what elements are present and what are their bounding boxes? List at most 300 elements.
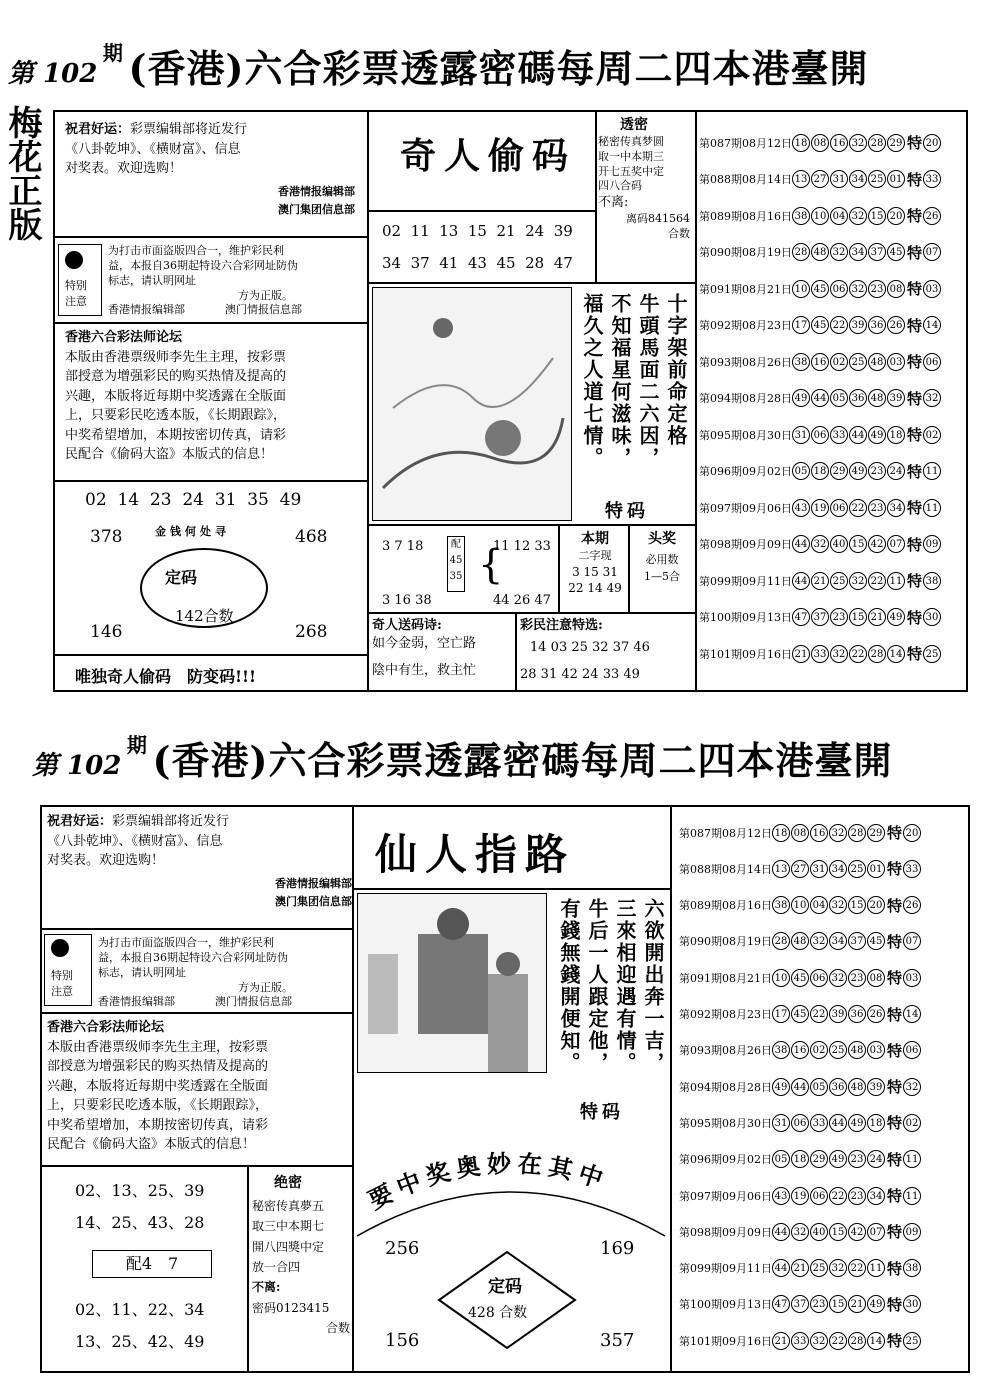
history-label: 第094期08月28日: [679, 1080, 772, 1094]
number-ball: 32: [829, 1259, 847, 1277]
number-ball: 45: [791, 969, 809, 987]
number-ball: 33: [810, 1114, 828, 1132]
number-ball: 32: [810, 932, 828, 950]
notice-line: 《八卦乾坤》、《横财富》、信息: [65, 141, 241, 157]
number-ball: 39: [867, 1078, 885, 1096]
number-ball: 33: [830, 426, 848, 444]
number-ball: 26: [867, 1005, 885, 1023]
number-ball: 02: [830, 353, 848, 371]
number-ball: 16: [811, 353, 829, 371]
history-label: 第091期08月21日: [699, 282, 792, 296]
history-row: [676, 1256, 966, 1281]
special-label: 注意: [65, 295, 87, 308]
side-label: 梅花正版: [2, 105, 42, 241]
forum-line: 本版由香港票级师李先生主理，按彩票: [47, 1039, 269, 1055]
special-ball: 38: [903, 1259, 921, 1277]
benqi-block: [562, 530, 628, 596]
number-ball: 23: [810, 1295, 828, 1313]
toujiang-line: 1—5合: [644, 569, 680, 583]
history-label: 第095期08月30日: [679, 1116, 772, 1130]
corner-number: 256: [385, 1238, 420, 1259]
te-label: 特: [907, 462, 923, 481]
number-ball: 48: [811, 243, 829, 261]
notice-block: [47, 812, 352, 910]
number-ball: 02: [810, 1041, 828, 1059]
number-ball: 06: [830, 499, 848, 517]
history-label: 第089期08月16日: [679, 899, 772, 913]
te-label: 特: [907, 535, 923, 554]
secret-line: 开七五奖中定: [598, 164, 664, 178]
secret-block: [252, 1172, 350, 1339]
number-ball: 25: [830, 572, 848, 590]
benqi-sub: 二字现: [578, 548, 612, 562]
special-ball: 33: [903, 860, 921, 878]
number-ball: 23: [848, 1150, 866, 1168]
number-ball: 47: [772, 1295, 790, 1313]
te-label: 特: [907, 353, 923, 371]
history-label: 第093期08月26日: [679, 1044, 772, 1058]
number-ball: 25: [829, 1041, 847, 1059]
number-ball: 21: [772, 1332, 790, 1350]
svg-text:要中奖奥妙在其中: [364, 1149, 613, 1215]
special-signature: 香港情报编辑部: [108, 303, 185, 317]
number-ball: 32: [829, 969, 847, 987]
number-ball: 06: [791, 1114, 809, 1132]
number-ball: 28: [848, 824, 866, 842]
secret-block: [598, 116, 690, 242]
special-ball: 03: [923, 280, 941, 298]
history-row: [696, 203, 966, 228]
number-ball: 39: [849, 316, 867, 334]
history-row: [676, 1328, 966, 1353]
divider: [367, 210, 595, 212]
history-label: 第099期09月11日: [699, 574, 792, 588]
secret-heshu: 合数: [668, 226, 690, 240]
poem-line: 福久之人道七情。: [580, 293, 604, 469]
arc-area: [355, 1138, 667, 1248]
history-label: 第099期09月11日: [679, 1262, 772, 1276]
secret-title: 透密: [620, 117, 648, 133]
notice-signature: 香港情报编辑部: [275, 876, 352, 890]
number-ball: 25: [810, 1259, 828, 1277]
history-row: [696, 240, 966, 265]
number-ball: 20: [867, 896, 885, 914]
arc-text: 要中奖奥妙在其中: [363, 1148, 613, 1215]
history-row: [696, 313, 966, 338]
number-ball: 49: [772, 1078, 790, 1096]
special-label: 注意: [51, 985, 73, 998]
history-label: 第098期09月09日: [679, 1225, 772, 1239]
number-ball: 31: [772, 1114, 790, 1132]
divider: [367, 524, 695, 526]
number-ball: 23: [848, 1187, 866, 1205]
number-ball: 10: [811, 207, 829, 225]
te-label: 特: [907, 608, 923, 627]
number-ball: 24: [867, 1150, 885, 1168]
special-ball: 20: [903, 824, 921, 842]
number-ball: 04: [830, 207, 848, 225]
forum-line: 中奖希望增加，本期按密切传真，请彩: [65, 427, 287, 443]
te-label: 特: [907, 207, 923, 225]
te-label: 特: [887, 1114, 903, 1133]
secret-line: 秘密传真夢五: [252, 1198, 325, 1213]
number-ball: 22: [830, 316, 848, 334]
number-ball: 23: [868, 462, 886, 480]
te-label: 特: [887, 1005, 903, 1024]
number-ball: 24: [887, 462, 905, 480]
history-label: 第092期08月23日: [699, 319, 792, 332]
number-ball: 08: [791, 824, 809, 842]
number-ball: 40: [810, 1223, 828, 1241]
history-label: 第097期09月06日: [679, 1189, 772, 1203]
poem2-line: 如今金弱，空亡路: [372, 635, 477, 651]
number-ball: 49: [887, 608, 905, 626]
poem-line: 牛后一人跟定他，: [585, 898, 609, 1074]
te-label: 特: [907, 170, 923, 189]
special-ball: 32: [903, 1078, 921, 1096]
divider: [55, 236, 367, 238]
history-row: [676, 1147, 966, 1172]
special-line: 方为正版。: [238, 288, 293, 302]
number-ball: 22: [829, 1332, 847, 1350]
history-row: [676, 1002, 966, 1027]
section-title-xianren: 仙人指路: [375, 830, 576, 879]
number-ball: 29: [887, 134, 905, 152]
number-ball: 01: [867, 860, 885, 878]
number-ball: 23: [830, 608, 848, 626]
history-row: [696, 349, 966, 374]
number-ball: 23: [868, 499, 886, 517]
heshu-label: 142合数: [175, 607, 234, 625]
number-ball: 28: [868, 134, 886, 152]
number-ball: 45: [887, 243, 905, 261]
number-ball: 44: [772, 1259, 790, 1277]
special-signature: 澳门情报信息部: [215, 995, 292, 1009]
number-ball: 21: [791, 1259, 809, 1277]
secret-code: 离码841564: [626, 211, 690, 225]
special-label: 特别: [65, 279, 87, 292]
poem-line: 三來相迎遇有情。: [613, 898, 637, 1074]
special-line: 益，本报自36期起特设六合彩网址防伪: [98, 950, 288, 964]
history-label: 第096期09月02日: [679, 1153, 772, 1167]
history-label: 第090期08月19日: [699, 246, 792, 259]
number-ball: 49: [868, 426, 886, 444]
forum-block: [47, 1018, 352, 1155]
corner-number: 378: [90, 527, 123, 547]
history-label: 第097期09月06日: [699, 501, 792, 515]
special-ball: 11: [903, 1150, 921, 1168]
benqi-line: 22 14 49: [568, 580, 622, 595]
toujiang-title: 头奖: [648, 531, 676, 547]
history-row: [696, 641, 966, 666]
number-ball: 08: [867, 969, 885, 987]
special-signature: 澳门情报信息部: [225, 303, 302, 317]
secret-line: 取一中本期三: [598, 149, 664, 163]
history-label: 第101期09月16日: [699, 647, 792, 661]
number-ball: 06: [830, 280, 848, 298]
number-row: 34 37 41 43 45 28 47: [382, 254, 573, 272]
corner-number: 156: [385, 1330, 420, 1351]
number-ball: 31: [792, 426, 810, 444]
toujiang-line: 必用数: [645, 552, 679, 566]
dingma-label: 定码: [488, 1277, 522, 1297]
special-box: [44, 934, 92, 1006]
number-ball: 01: [887, 170, 905, 188]
forum-line: 兴趣，本版将近每期中奖透露在全版面: [47, 1078, 269, 1094]
number-ball: 22: [829, 1187, 847, 1205]
special-ball: 32: [923, 389, 941, 407]
number-ball: 19: [791, 1187, 809, 1205]
page-title: (香港)六合彩票透露密碼每周二四本港臺開: [128, 46, 869, 91]
history-label: 第088期08月14日: [699, 173, 792, 186]
te-label: 特: [887, 824, 903, 842]
number-ball: 15: [849, 608, 867, 626]
poem2-title: 奇人送码诗:: [372, 618, 442, 633]
divider: [352, 888, 670, 890]
special-ball: 33: [923, 170, 941, 188]
corner-number: 357: [600, 1330, 635, 1351]
match-number: 45: [449, 555, 463, 566]
divider: [628, 524, 630, 612]
notice-line: 《八卦乾坤》、《横财富》、信息: [47, 833, 223, 849]
number-ball: 49: [829, 1150, 847, 1168]
arc-text: 金钱何处寻: [155, 525, 230, 538]
number-ball: 44: [811, 389, 829, 407]
te-label: 特: [887, 1187, 903, 1205]
number-ball: 42: [848, 1223, 866, 1241]
history-row: [676, 856, 966, 881]
special-ball: 07: [923, 243, 941, 261]
special-line: 标志，请认明网址: [108, 273, 196, 287]
notice-signature: 澳门集团信息部: [275, 895, 352, 909]
number-ball: 16: [810, 824, 828, 842]
group-line: 14、25、43、28: [75, 1213, 205, 1232]
notice-line: 彩票编辑部将近发行: [112, 814, 230, 829]
number-ball: 04: [810, 896, 828, 914]
te-label: 特: [887, 1078, 903, 1097]
number-ball: 31: [830, 170, 848, 188]
number-ball: 25: [868, 170, 886, 188]
special-ball: 06: [903, 1041, 921, 1059]
number-ball: 36: [829, 1078, 847, 1096]
number-ball: 32: [791, 1223, 809, 1241]
number-ball: 49: [849, 462, 867, 480]
special-line: 为打击市面盗版四合一，维护彩民利: [108, 244, 284, 257]
secret-line: 放一合四: [252, 1259, 301, 1274]
forum-block: [65, 328, 361, 465]
match-text: 配4 7: [125, 1254, 179, 1273]
number-ball: 47: [792, 608, 810, 626]
notice-heading: 祝君好运：: [47, 814, 113, 829]
number-ball: 06: [810, 969, 828, 987]
history-label: 第089期08月16日: [699, 209, 792, 223]
number-ball: 37: [868, 243, 886, 261]
group-line: 02、11、22、34: [75, 1300, 205, 1319]
special-ball: 02: [903, 1114, 921, 1132]
number-ball: 45: [867, 932, 885, 950]
history-label: 第100期09月13日: [699, 611, 792, 624]
special-ball: 14: [923, 316, 941, 334]
divider: [595, 110, 597, 282]
history-row: [696, 386, 966, 411]
caimin-block: [520, 617, 690, 684]
secret-buli: 不离:: [252, 1280, 281, 1295]
number-ball: 15: [829, 1223, 847, 1241]
special-ball: 11: [923, 499, 941, 517]
number-ball: 10: [792, 280, 810, 298]
forum-line: 上，只要彩民吃透本版，《长期跟踪》，: [65, 408, 287, 423]
corner-number: 146: [90, 622, 123, 642]
history-row: [676, 929, 966, 954]
number-ball: 22: [810, 1005, 828, 1023]
number-ball: 48: [868, 389, 886, 407]
number-ball: 13: [772, 860, 790, 878]
number-ball: 49: [792, 389, 810, 407]
number-ball: 28: [772, 932, 790, 950]
poem2-line: 陰中有生，救主忙: [372, 663, 477, 679]
number-ball: 10: [772, 969, 790, 987]
number-ball: 07: [867, 1223, 885, 1241]
match-box: [92, 1250, 212, 1278]
poem-line: 牛頭馬面二六因，: [636, 293, 660, 469]
history-row: [696, 495, 966, 520]
caimin-line: 28 31 42 24 33 49: [520, 667, 640, 683]
number-ball: 36: [849, 389, 867, 407]
toujiang-block: [632, 530, 692, 585]
special-ball: 06: [923, 353, 941, 371]
issue-qi: 期: [126, 733, 147, 757]
divider: [55, 322, 367, 324]
number-ball: 05: [810, 1078, 828, 1096]
history-row: [676, 1038, 966, 1063]
special-ball: 30: [903, 1295, 921, 1313]
number-ball: 33: [811, 645, 829, 663]
special-ball: 25: [903, 1332, 921, 1350]
group-number: 44 26 47: [493, 593, 551, 608]
te-label: 特: [907, 645, 923, 663]
number-ball: 08: [887, 280, 905, 298]
number-row: 02 11 13 15 21 24 39: [382, 222, 573, 240]
history-label: 第093期08月26日: [699, 355, 792, 369]
divider: [515, 612, 517, 690]
header-bottom: [32, 730, 892, 785]
history-row: [676, 1110, 966, 1135]
number-ball: 06: [810, 1187, 828, 1205]
number-ball: 38: [772, 1041, 790, 1059]
page-title: (香港)六合彩票透露密碼每周二四本港臺開: [152, 738, 893, 783]
history-row: [676, 820, 966, 845]
special-ball: 02: [923, 426, 941, 444]
number-ball: 38: [772, 896, 790, 914]
number-ball: 48: [848, 1078, 866, 1096]
special-ball: 07: [903, 932, 921, 950]
special-ball: 09: [923, 535, 941, 553]
special-ball: 38: [923, 572, 941, 590]
number-ball: 19: [811, 499, 829, 517]
te-label: 特: [887, 1223, 903, 1242]
notice-heading: 祝君好运：: [65, 122, 131, 137]
special-line: 方为正版。: [238, 980, 293, 994]
te-label: 特: [887, 1295, 903, 1314]
number-ball: 43: [772, 1187, 790, 1205]
poem-line: 六欲開出奔一吉，: [641, 898, 665, 1074]
number-ball: 44: [849, 426, 867, 444]
notice-block: [65, 120, 355, 218]
header-top: [8, 38, 868, 93]
special-ball: 09: [903, 1223, 921, 1241]
bomb-icon: [51, 939, 69, 957]
number-ball: 17: [772, 1005, 790, 1023]
secret-line: 取三中本期七: [252, 1219, 325, 1234]
history-label: 第092期08月23日: [679, 1008, 772, 1021]
number-ball: 36: [868, 316, 886, 334]
number-ball: 11: [867, 1259, 885, 1277]
te-label: 特: [907, 499, 923, 517]
te-label: 特: [907, 280, 923, 298]
number-ball: 39: [887, 389, 905, 407]
history-table-top: [696, 130, 966, 680]
te-label: 特: [887, 969, 903, 988]
te-label: 特: [907, 134, 923, 152]
forum-line: 部授意为增强彩民的购买热情及提高的: [47, 1059, 269, 1074]
number-ball: 29: [810, 1150, 828, 1168]
number-ball: 44: [791, 1078, 809, 1096]
forum-line: 部授意为增强彩民的购买热情及提高的: [65, 369, 287, 384]
corner-number: 468: [295, 527, 328, 547]
number-ball: 37: [848, 932, 866, 950]
corner-number: 268: [295, 622, 328, 642]
group-line: 13、25、42、49: [75, 1332, 205, 1351]
number-ball: 33: [791, 1332, 809, 1350]
match-label: 配: [451, 539, 461, 550]
special-label: 特别: [51, 969, 73, 982]
poem-line: 十字架前命定格: [664, 293, 688, 447]
divider: [55, 654, 367, 656]
number-ball: 25: [849, 353, 867, 371]
divider: [670, 805, 672, 1373]
te-label: 特: [887, 896, 903, 915]
number-ball: 28: [792, 243, 810, 261]
te-label: 特: [887, 932, 903, 951]
number-ball: 18: [811, 462, 829, 480]
caimin-line: 14 03 25 32 37 46: [530, 639, 650, 655]
history-label: 第090期08月19日: [679, 935, 772, 949]
notice-line: 彩票编辑部将近发行: [130, 122, 248, 137]
special-line: 为打击市面盗版四合一，维护彩民利: [98, 936, 274, 949]
number-ball: 14: [867, 1332, 885, 1350]
corner-number: 169: [600, 1238, 635, 1259]
number-ball: 40: [830, 535, 848, 553]
number-ball: 23: [848, 969, 866, 987]
number-ball: 17: [792, 316, 810, 334]
history-label: 第096期09月02日: [699, 465, 792, 478]
number-ball: 08: [811, 134, 829, 152]
forum-line: 上，只要彩民吃透本版，《长期跟踪》，: [47, 1098, 269, 1113]
number-ball: 44: [792, 572, 810, 590]
history-row: [696, 459, 966, 484]
history-row: [696, 167, 966, 192]
forum-title: 香港六合彩法师论坛: [65, 330, 183, 345]
history-row: [696, 130, 966, 155]
number-ball: 27: [811, 170, 829, 188]
special-box: [58, 244, 102, 316]
special-ball: 03: [903, 969, 921, 987]
special-signature: 香港情报编辑部: [98, 995, 175, 1009]
number-ball: 20: [887, 207, 905, 225]
secret-line: 開八四獎中定: [252, 1239, 325, 1254]
secret-buli: 不离:: [598, 195, 629, 211]
number-ball: 29: [830, 462, 848, 480]
